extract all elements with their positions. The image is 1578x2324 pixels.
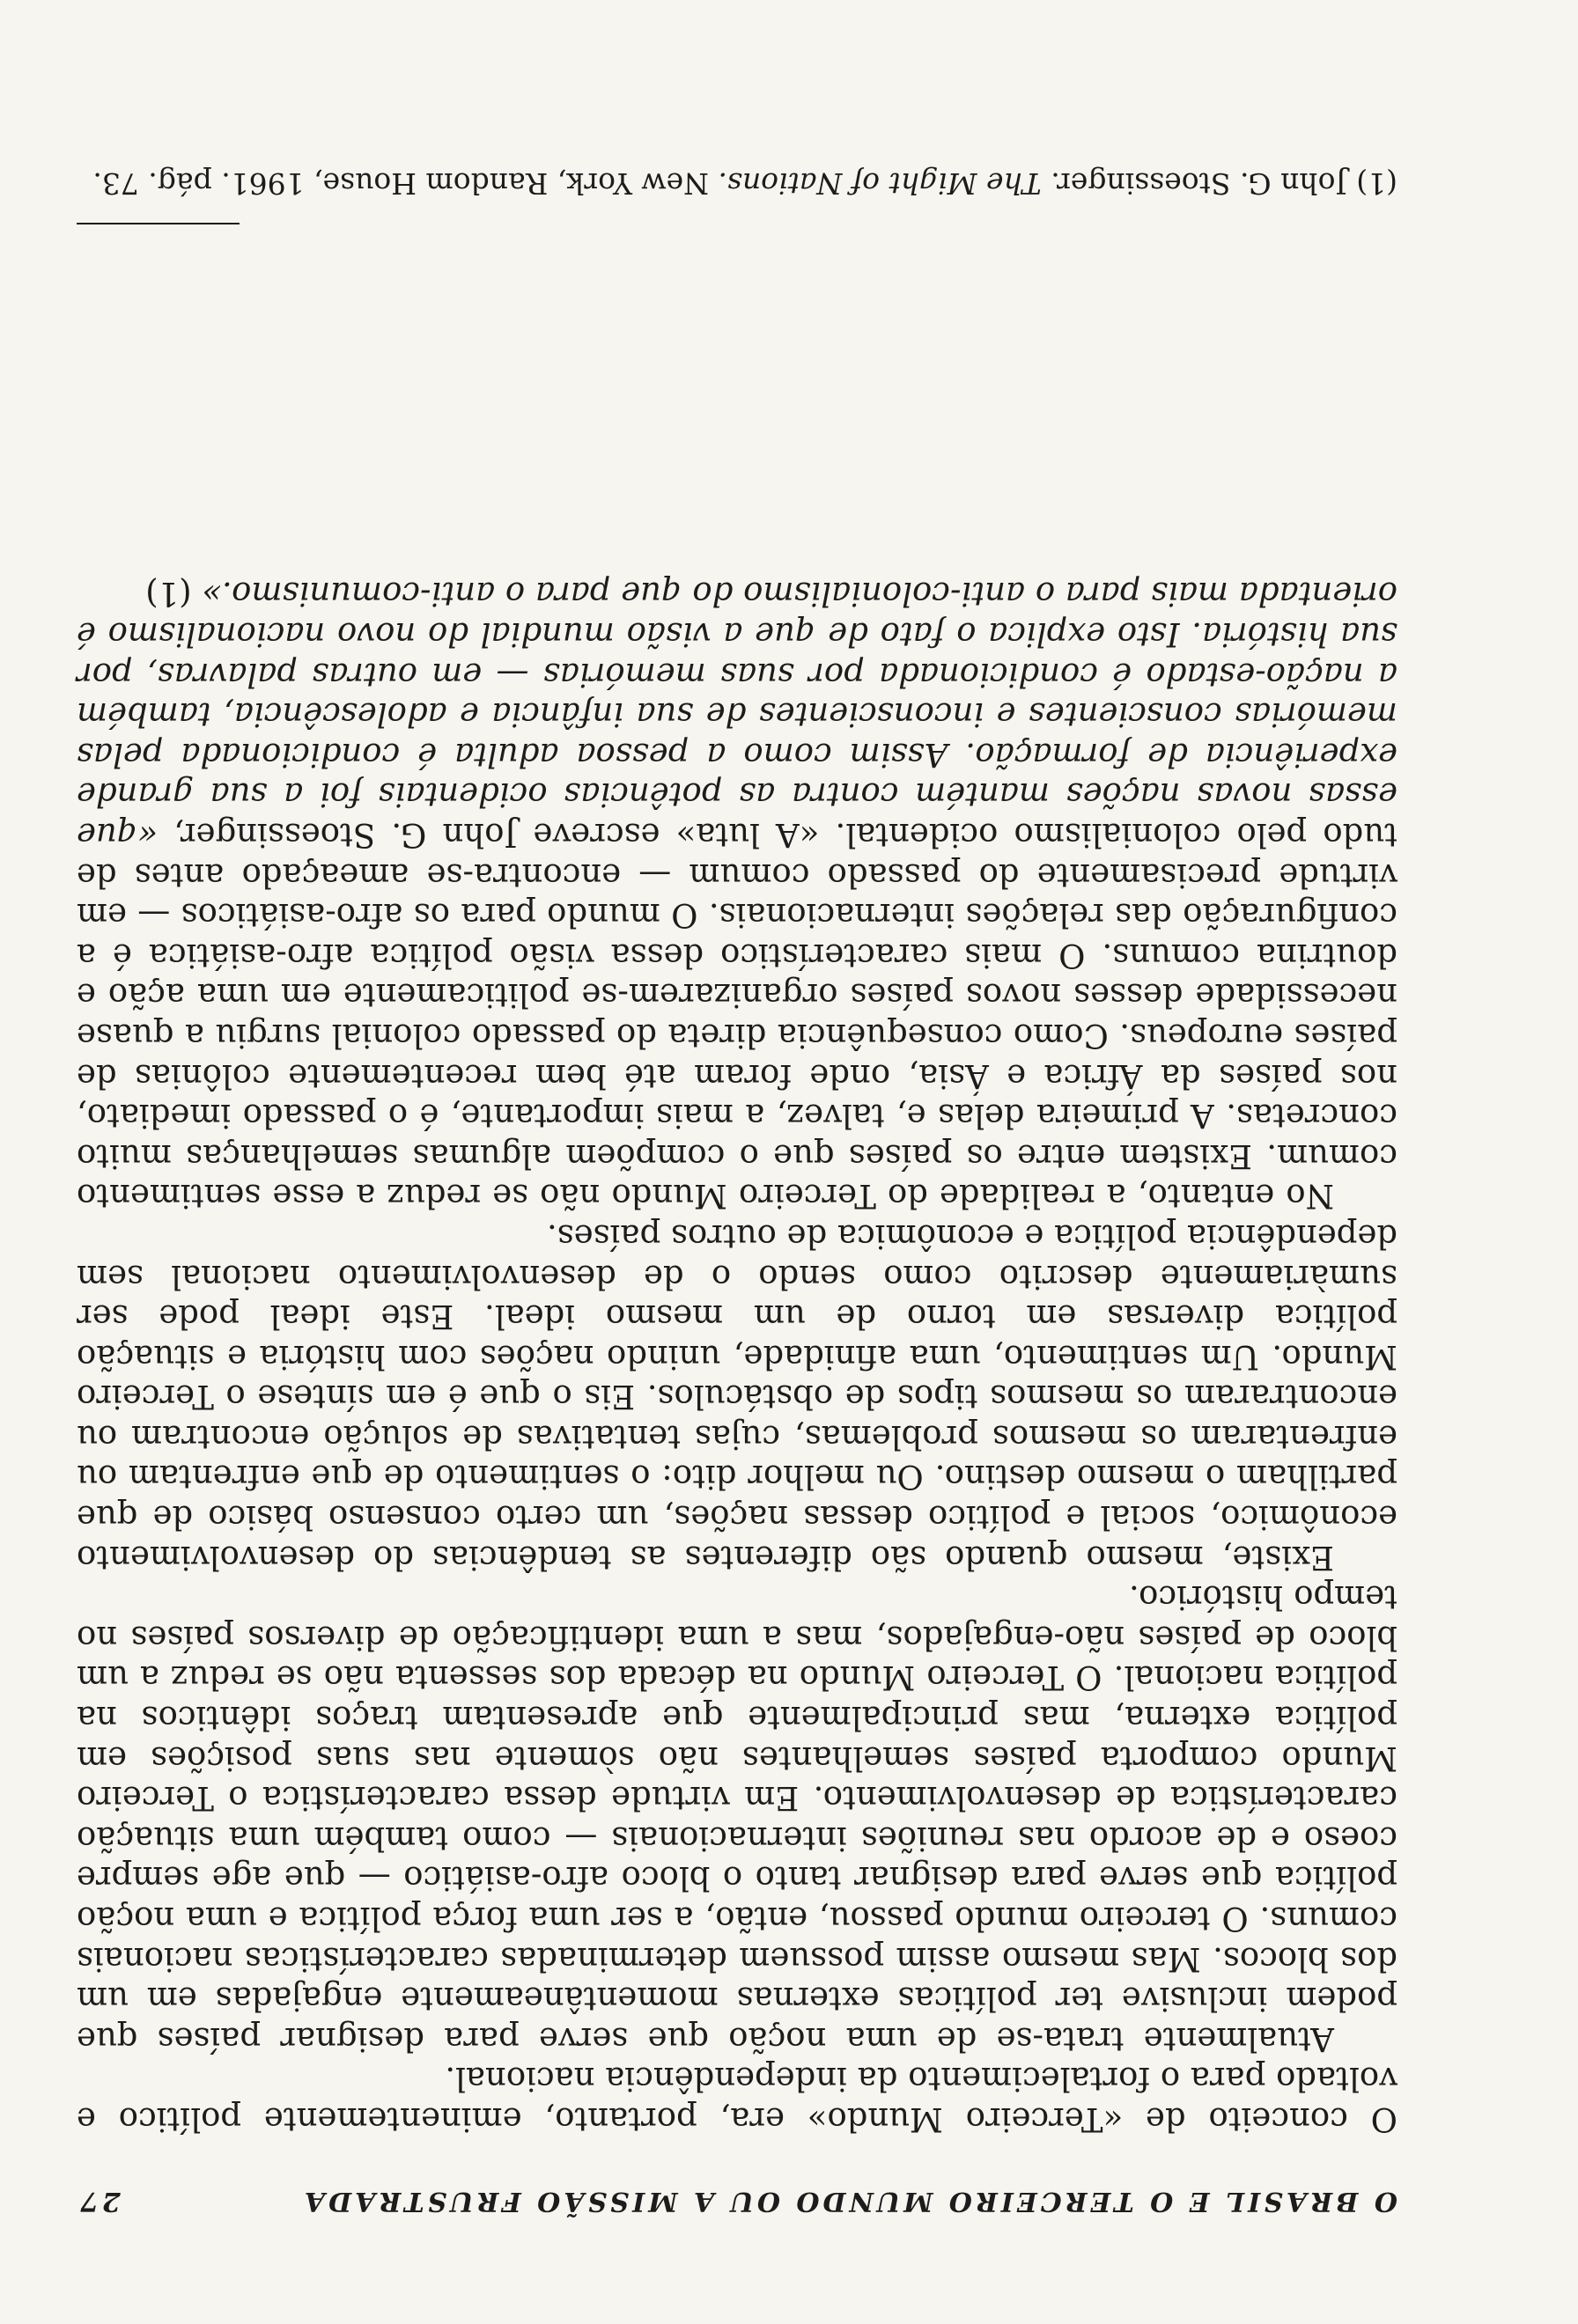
paragraph-4-text: No entanto, a realidade do Terceiro Mundo não se reduz a esse sentimento comum. Existem entre os países que o compõem algumas semelhanças muito concretas. A primeira delas e, talvez, a mais importante, é o passado imediato, nos países da África e Ásia, onde foram até bem recentemente colônias de países europeus. Como consequência direta do passado colonial surgiu a quase necessidade desses novos países organizarem-se politicamente em uma ação e doutrina comuns. O mais característico dessa visão política afro-asiática é a configuração das relações internacionais. O mundo para os afro-asiáticos — em virtude precisamente do passado comum — encontra-se ameaçado antes de tudo pelo colonialismo ocidental. «A luta» escreve John G. Stoessinger, <box>77 816 1397 1216</box>
footnote-rule <box>77 223 240 224</box>
paragraph-2: Atualmente trata-se de uma noção que serve para designar países que podem inclusive ter políticas externas momentâneamente engajadas em um dos blocos. Mas mesmo assim possuem determinadas características nacionais comuns. O terceiro mundo passou, então, a ser uma força política e uma noção política que serve para designar tanto o bloco afro-asiático — que age sempre coeso e de acordo nas reuniões internacionais — como também uma situação característica de desenvolvimento. Em virtude dessa característica o Terceiro Mundo comporta países semelhantes não sòmente nas suas posições em política externa, mas principalmente que apresentam traços idênticos na política nacional. O Terceiro Mundo na década dos sessenta não se reduz a um bloco de países não-engajados, mas a uma identificação de diversos países no tempo histórico. <box>77 1578 1397 2058</box>
paragraph-4 <box>77 574 1397 1217</box>
running-title: O BRASIL E O TERCEIRO MUNDO OU A MISSÃO FRUSTRADA <box>300 2186 1397 2217</box>
footnote-marker: (1) <box>1356 166 1397 201</box>
page-number: 27 <box>77 2186 121 2217</box>
body-text <box>77 574 1397 2139</box>
footnote <box>77 165 1397 201</box>
paragraph-1: O conceito de «Terceiro Mundo» era, portanto, eminentemente político e voltado para o fortalecimento da independência nacional. <box>77 2060 1397 2138</box>
quote-footnote-ref: (1) <box>145 575 192 614</box>
stoessinger-quote: «que essas novas nações mantém contra as potências ocidentais foi a sua grande experiência de formação. Assim como a pessoa adulta é condicionada pelas memórias conscientes e inconscientes de sua infância e adolescência, também a nação-estado é condicionada por suas memórias — em outras palavras, por sua história. Isto explica o fato de que a visão mundial do novo nacionalismo é orientada mais para o anti-colonialismo do que para o anti-comunismo.» <box>77 575 1397 854</box>
running-header <box>77 2186 1397 2217</box>
footnote-publication: New York, Random House, 1961. pág. 73. <box>92 166 709 201</box>
paragraph-3: Existe, mesmo quando são diferentes as tendências do desenvolvimento econômico, social e político dessas nações, um certo consenso básico de que partilham o mesmo destino. Ou melhor dito: o sentimento de que enfrentam ou enfrentaram os mesmos problemas, cujas tentativas de solução encontram ou encontraram os mesmos tipos de obstáculos. Eis o que é em síntese o Terceiro Mundo. Um sentimento, uma afinidade, unindo nações com história e situação política diversas em torno de um mesmo ideal. Este ideal pode ser sumàriamente descrito como sendo o de desenvolvimento nacional sem dependência política e econômica de outros países. <box>77 1217 1397 1577</box>
footnote-title: The Might of Nations. <box>718 166 1042 201</box>
footnote-author: John G. Stoessinger. <box>1051 166 1347 201</box>
